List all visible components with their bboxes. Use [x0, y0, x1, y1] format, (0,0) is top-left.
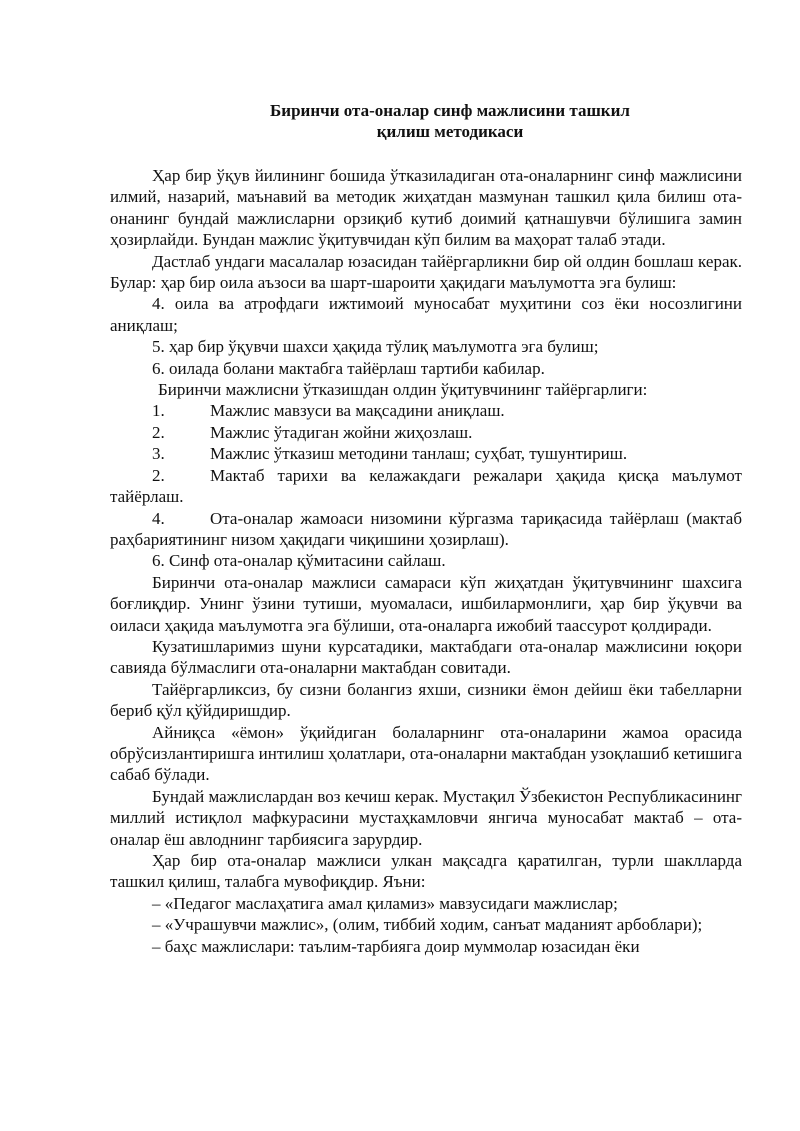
dash-item: – баҳс мажлислари: таълим-тарбияга доир муммолар юзасидан ёки [152, 936, 640, 956]
document-body [110, 165, 742, 957]
paragraph: 4. оила ва атрофдаги ижтимоий муносабат муҳитини соз ёки носозлигини аниқлаш; [110, 294, 742, 335]
title-line-1: Биринчи ота-оналар синф мажлисини ташкил [270, 101, 630, 120]
list-item [110, 465, 742, 508]
list-item [110, 508, 742, 551]
list-item [110, 400, 742, 421]
list-number: 3. [152, 444, 165, 464]
list-text: Ота-оналар жамоаси низомини кўргазма тариқасида тайёрлаш (мактаб раҳбариятининг низом ҳақидаги чиқишини ҳозирлаш). [110, 508, 742, 549]
paragraph: Бундай мажлислардан воз кечиш керак. Мустақил Ўзбекистон Республикасининг миллий истиқлол мафкурасини мустаҳкамловчи янгича муносабат мактаб – ота-оналар ёш авлоднинг тарбиясига зарурдир. [110, 786, 742, 849]
paragraph: Биринчи ота-оналар мажлиси самараси кўп жиҳатдан ўқитувчининг шахсига боғлиқдир. Унинг ўзини тутиши, муомаласи, ишбилармонлиги, ҳар бир ўқувчи ва оиласи ҳақида маълумотга эга бўлиши, ота-оналарга ижобий таассурот қолдиради. [110, 572, 742, 635]
list-number: 2. [152, 422, 165, 442]
paragraph: 6. оилада болани мактабга тайёрлаш тартиби кабилар. [152, 358, 545, 378]
paragraph: Ҳар бир ота-оналар мажлиси улкан мақсадга қаратилган, турли шаклларда ташкил қилиш, талабга мувофиқдир. Яъни: [110, 851, 742, 892]
list-number: 1. [152, 401, 165, 421]
list-text: Мактаб тарихи ва келажакдаги режалари ҳақида қисқа маълумот тайёрлаш. [110, 465, 742, 507]
list-text: Мажлис ўтказиш методини танлаш; суҳбат, тушунтириш. [210, 444, 628, 464]
paragraph: 6. Синф ота-оналар қўмитасини сайлаш. [152, 551, 446, 571]
paragraph: Ҳар бир ўқув йилининг бошида ўтказиладиган ота-оналарнинг синф мажлисини илмий, назарий, маънавий ва методик жиҳатдан мазмунан ташкил қила билиш ота-онанинг бундай мажлисларни орзиқиб кутиб доимий қатнашувчи бўлишига замин ҳозирлайди. Бундан мажлис ўқитувчидан кўп билим ва маҳорат талаб этади. [110, 166, 742, 250]
list-number: 4. [152, 508, 165, 528]
paragraph: Тайёргарликсиз, бу сизни болангиз яхши, сизники ёмон дейиш ёки табелларни бериб қўл қўйдиришдир. [110, 679, 742, 721]
list-item [110, 422, 742, 443]
dash-item: – «Педагог маслаҳатига амал қиламиз» мавзусидаги мажлислар; [152, 893, 618, 913]
paragraph: Дастлаб ундаги масалалар юзасидан тайёргарликни бир ой олдин бошлаш керак. Булар: ҳар бир оила аъзоси ва шарт-шароити ҳақидаги маълумотта эга булиш: [110, 251, 742, 293]
list-number: 2. [152, 465, 165, 485]
list-text: Мажлис ўтадиган жойни жиҳозлаш. [210, 422, 473, 442]
paragraph: Биринчи мажлисни ўтказишдан олдин ўқитувчининг тайёргарлиги: [158, 380, 648, 400]
paragraph: 5. ҳар бир ўқувчи шахси ҳақида тўлиқ маълумотга эга булиш; [152, 337, 599, 357]
paragraph: Кузатишларимиз шуни курсатадики, мактабдаги ота-оналар мажлисини юқори савияда бўлмаслиги ота-оналарни мактабдан совитади. [110, 636, 742, 678]
dash-item: – «Учрашувчи мажлис», (олим, тиббий ходим, санъат маданият арбоблари); [152, 915, 703, 935]
title-line-2: қилиш методикаси [376, 122, 524, 141]
document-title [0, 100, 800, 142]
paragraph: Айниқса «ёмон» ўқийдиган болаларнинг ота-оналарини жамоа орасида обрўсизлантиришга интилиш ҳолатлари, ота-оналарни мактабдан узоқлашиб кетишига сабаб бўлади. [110, 722, 742, 785]
list-item [110, 443, 742, 464]
list-text: Мажлис мавзуси ва мақсадини аниқлаш. [210, 401, 505, 421]
